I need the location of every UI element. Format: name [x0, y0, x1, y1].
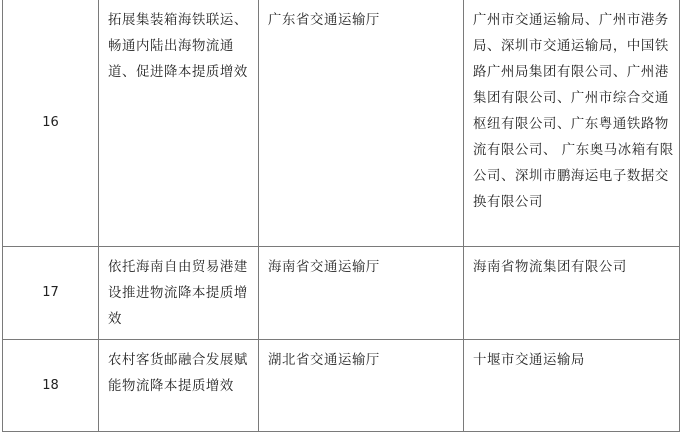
project-name-cell: 农村客货邮融合发展赋能物流降本提质增效 [99, 340, 259, 432]
department-cell: 湖北省交通运输厅 [259, 340, 464, 432]
organizations-cell: 十堰市交通运输局 [464, 340, 680, 432]
department-cell: 海南省交通运输厅 [259, 247, 464, 340]
project-name-cell: 拓展集装箱海铁联运、畅通内陆出海物流通道、促进降本提质增效 [99, 0, 259, 247]
table-row [3, 0, 680, 247]
organizations-cell: 广州市交通运输局、广州市港务局、深圳市交通运输局，中国铁路广州局集团有限公司、广州港集团有限公司、广州市综合交通枢纽有限公司、广东粤通铁路物流有限公司、 广东奥马冰箱有限公司、深圳市鹏海运电子数据交换有限公司 [464, 0, 680, 247]
project-name-cell: 依托海南自由贸易港建设推进物流降本提质增效 [99, 247, 259, 340]
project-table [2, 0, 680, 432]
table-row [3, 340, 680, 432]
department-cell: 广东省交通运输厅 [259, 0, 464, 247]
row-number-cell: 18 [3, 340, 99, 432]
row-number-cell: 17 [3, 247, 99, 340]
table-row [3, 247, 680, 340]
row-number-cell: 16 [3, 0, 99, 247]
organizations-cell: 海南省物流集团有限公司 [464, 247, 680, 340]
